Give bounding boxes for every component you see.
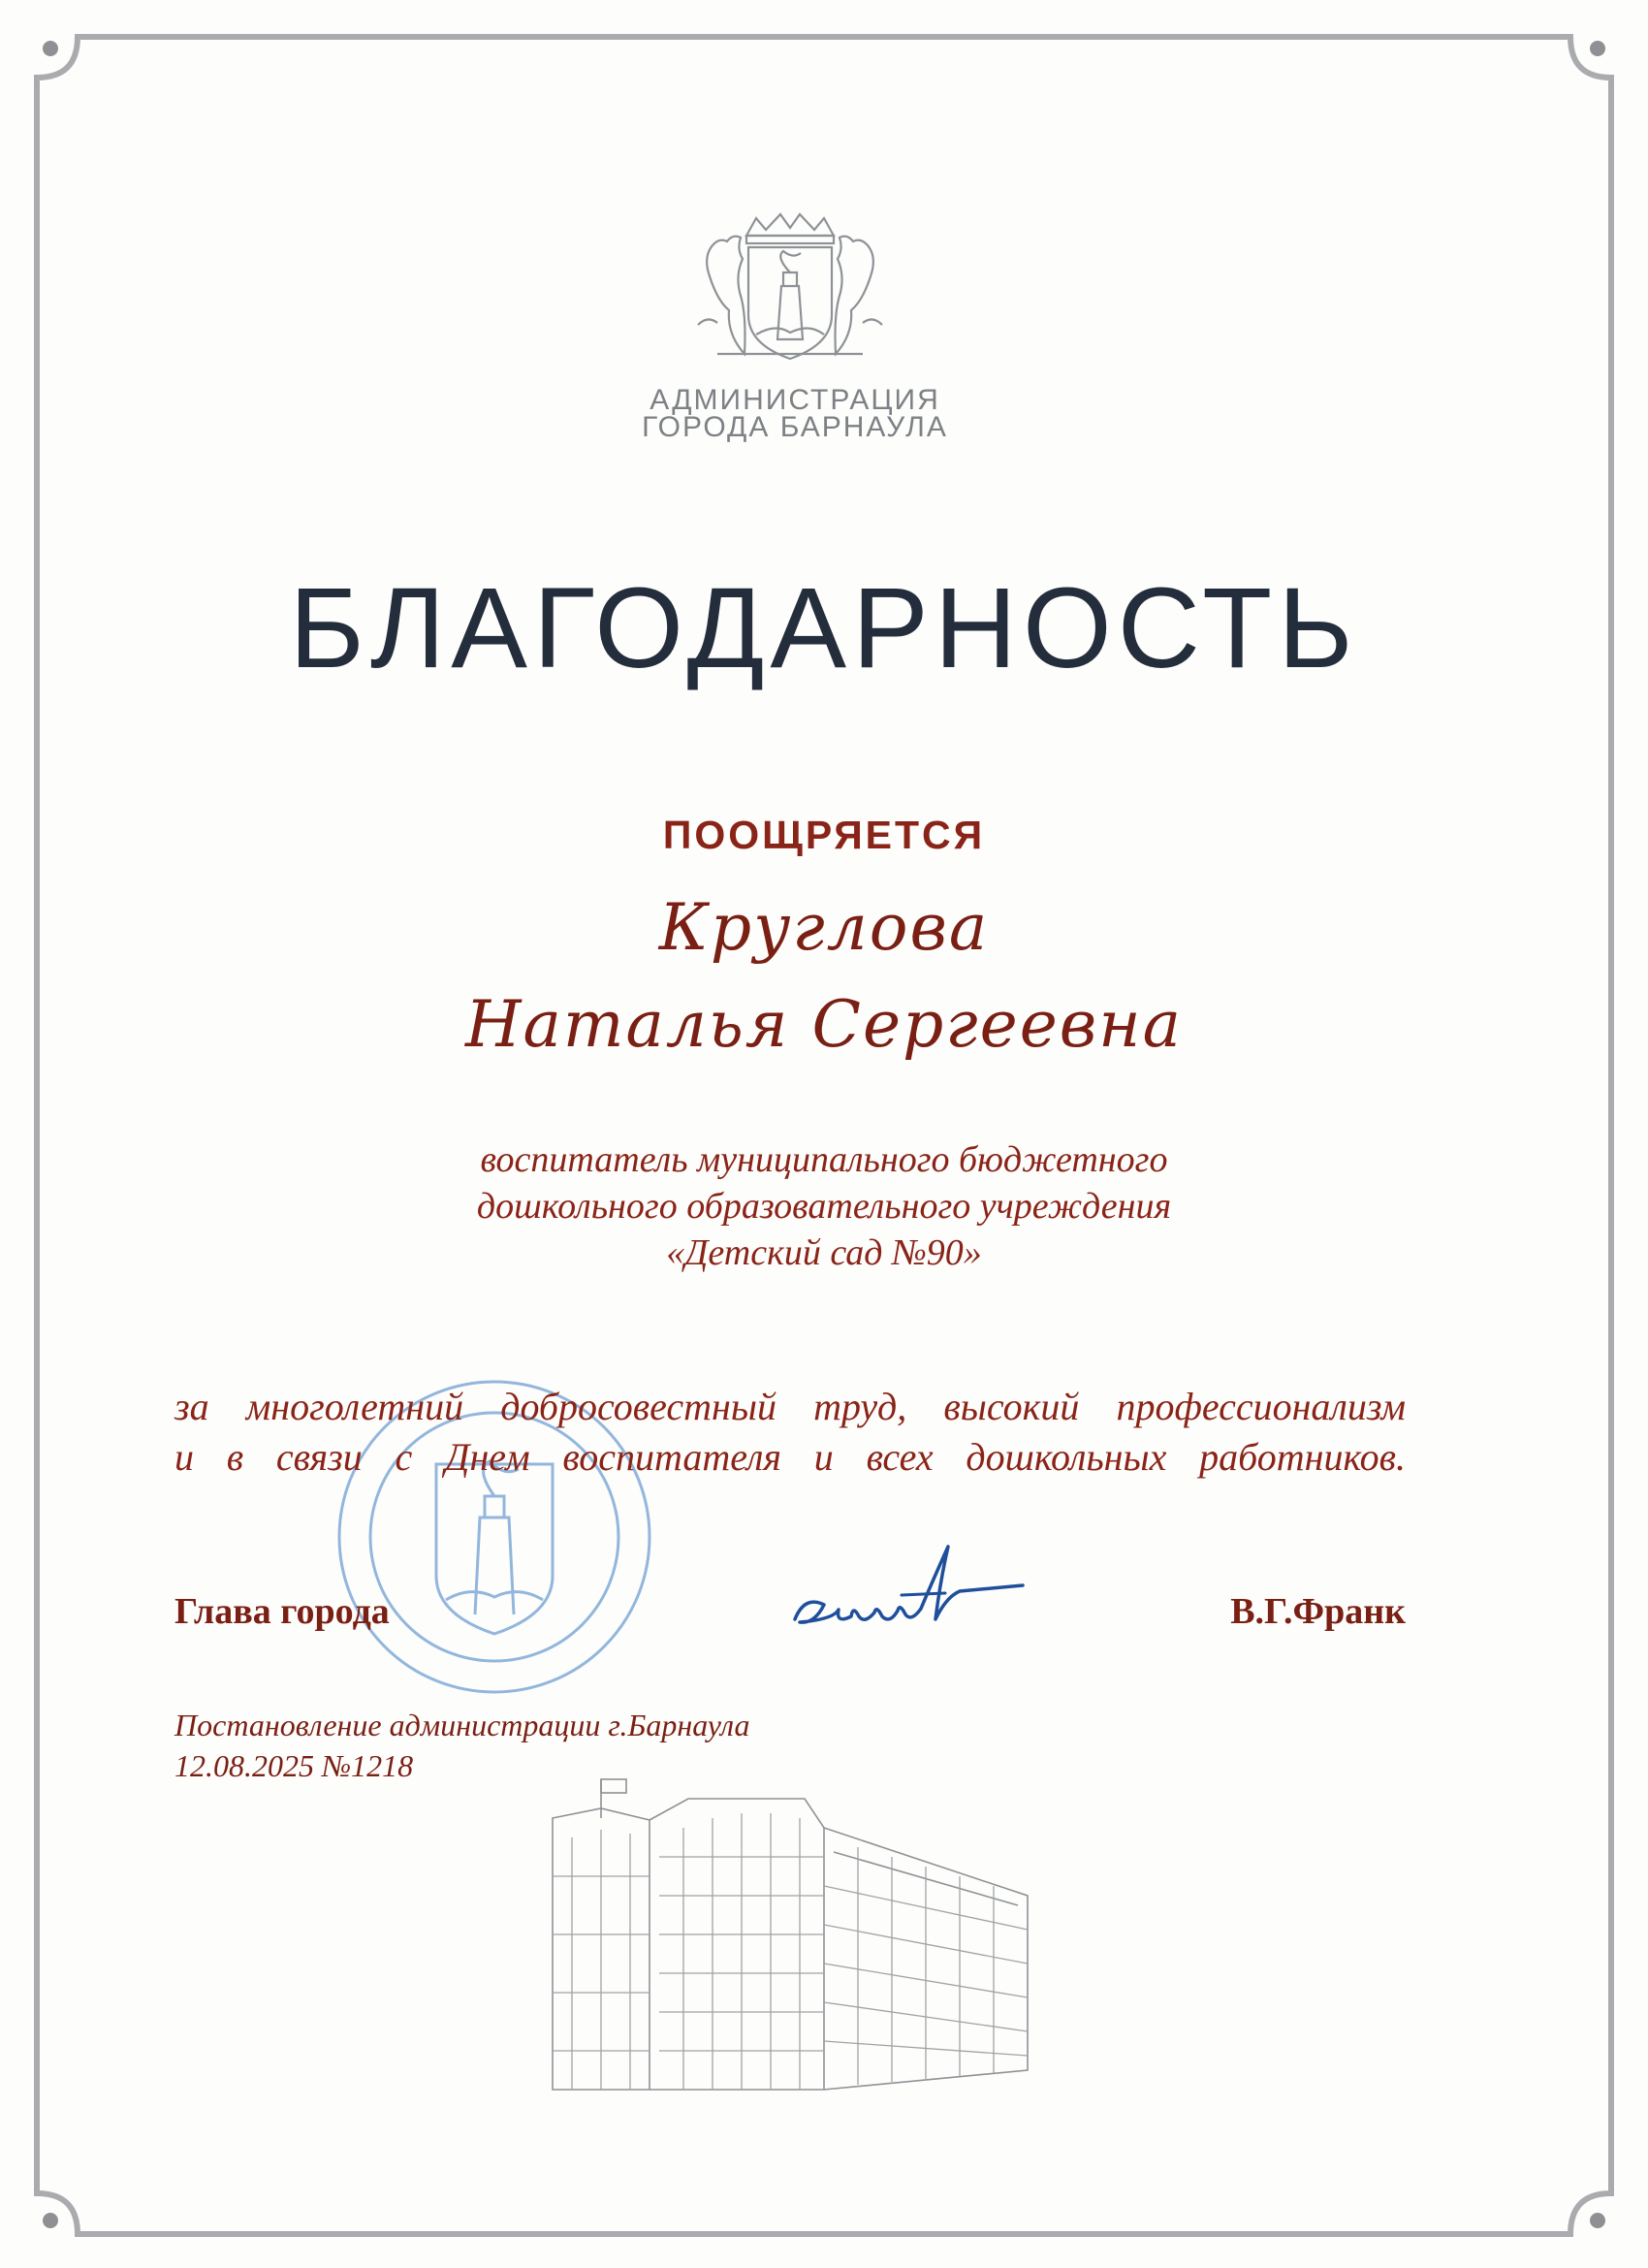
city-hall-building-illustration	[533, 1760, 1057, 2109]
encouraged-label: ПООЩРЯЕТСЯ	[662, 813, 986, 857]
signatory-name: В.Г.Франк	[1230, 1591, 1406, 1632]
position-line: «Детский сад №90»	[666, 1232, 982, 1273]
org-name-line2: ГОРОДА БАРНАУЛА	[642, 411, 948, 443]
position-line: дошкольного образовательного учреждения	[476, 1186, 1172, 1227]
signatory-title: Глава города	[174, 1591, 390, 1632]
decree-line: Постановление администрации г.Барнаула	[174, 1708, 750, 1742]
award-reason	[174, 1382, 1406, 1483]
position-line: воспитатель муниципального бюджетного	[480, 1139, 1168, 1180]
recipient-given-names: Наталья Сергеевна	[465, 987, 1183, 1062]
recipient-surname: Круглова	[658, 890, 990, 965]
org-name-line1: АДМИНИСТРАЦИЯ	[650, 384, 940, 416]
reason-line: и в связи с Днем воспитателя и всех дошкольных работников.	[174, 1435, 1406, 1479]
recipient-position	[242, 1136, 1406, 1276]
decree-date-number: 12.08.2025 №1218	[174, 1748, 414, 1783]
certificate-title: БЛАГОДАРНОСТЬ	[289, 564, 1359, 692]
signature-icon	[776, 1527, 1037, 1653]
reason-line: за многолетний добросовестный труд, высокий профессионализм	[174, 1385, 1406, 1428]
barnaul-coat-of-arms-icon	[669, 208, 911, 364]
